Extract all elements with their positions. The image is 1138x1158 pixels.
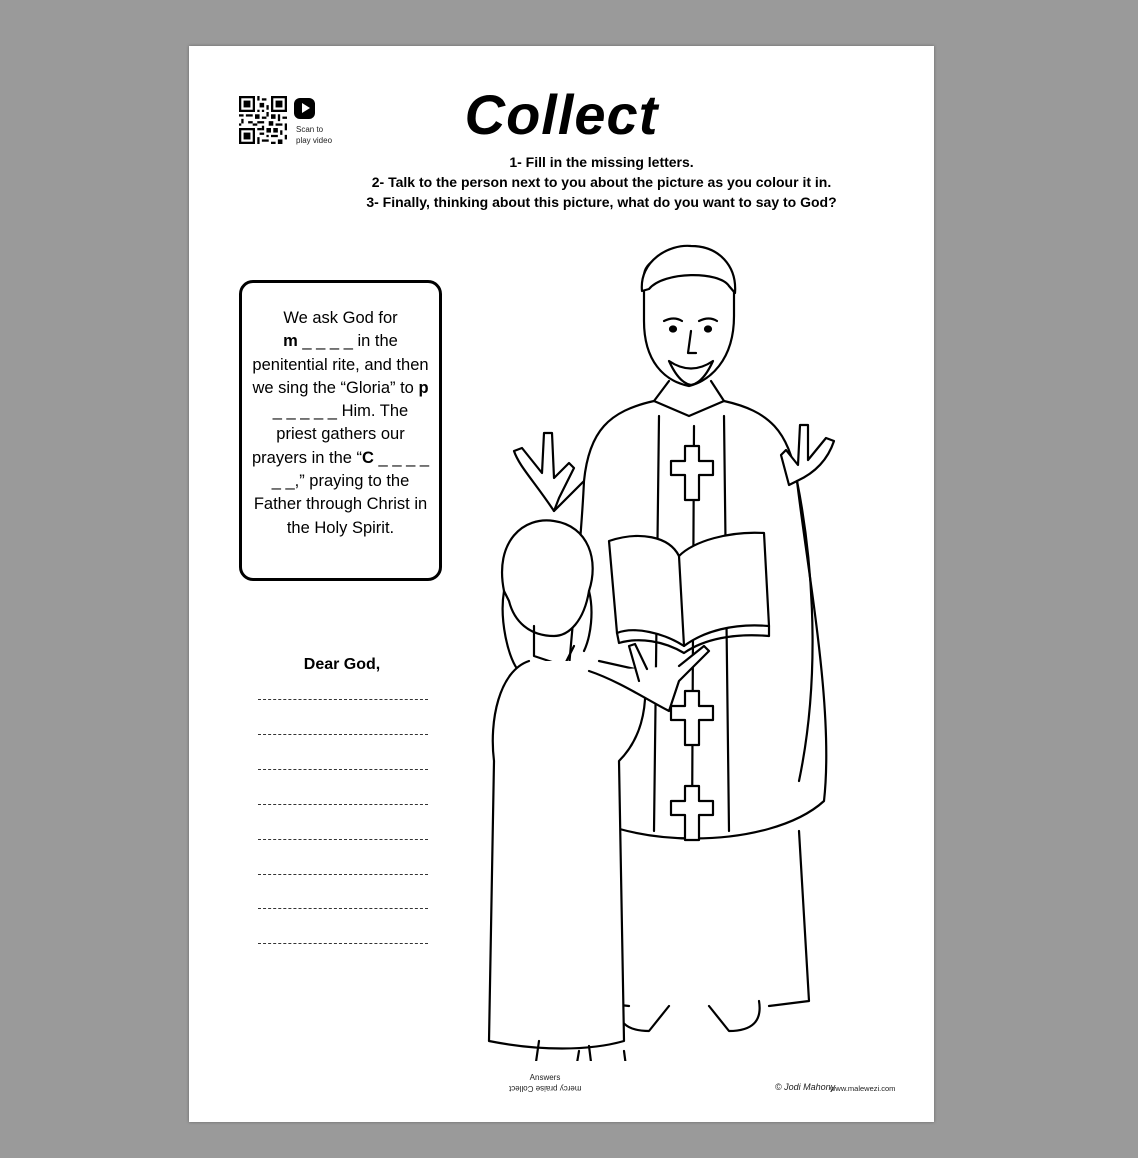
box-text: Him. The priest gathers our prayers in the “ (252, 402, 409, 467)
missing-letter-blanks[interactable]: _ _ _ _ _ _ (271, 448, 430, 491)
priest-and-altar-server-illustration (479, 241, 869, 1061)
missing-letter-blanks[interactable]: _ _ _ _ _ (272, 402, 337, 421)
worksheet-page (189, 46, 934, 1122)
instruction-item: 1- Fill in the missing letters. (509, 154, 694, 170)
page-title: Collect (464, 83, 659, 146)
missing-letter-hint: C (362, 448, 374, 467)
writing-line[interactable] (258, 769, 428, 770)
writing-line[interactable] (258, 734, 428, 735)
dear-god-greeting: Dear God, (303, 656, 381, 673)
fill-in-text-box (239, 280, 442, 581)
artist-signature: © Jodi Mahony (775, 1082, 836, 1092)
instruction-item: 2- Talk to the person next to you about the picture as you colour it in. (371, 174, 832, 190)
instructions-list (189, 152, 934, 212)
missing-letter-hint: m (283, 332, 298, 351)
writing-line[interactable] (258, 943, 428, 944)
scan-to-play-text: Scan to play video (296, 125, 333, 145)
answers-footer (485, 1073, 605, 1093)
answers-label: Answers (529, 1073, 561, 1082)
writing-line[interactable] (258, 804, 428, 805)
answers-upside-down: mercy praise Collect (508, 1084, 582, 1093)
box-text: We ask God for (283, 309, 398, 327)
writing-line[interactable] (258, 908, 428, 909)
box-text: ,” praying to the Father through Christ in the Holy Spirit. (253, 472, 428, 537)
box-text: in the penitential rite, and then we sing the “Gloria” to (252, 332, 429, 397)
writing-line[interactable] (258, 699, 428, 700)
writing-line[interactable] (258, 874, 428, 875)
missing-letter-hint: p (418, 378, 429, 397)
writing-line[interactable] (258, 839, 428, 840)
instruction-item: 3- Finally, thinking about this picture, what do you want to say to God? (366, 194, 837, 210)
website-url[interactable]: www.malewezi.com (830, 1084, 896, 1093)
missing-letter-blanks[interactable]: _ _ _ _ (297, 332, 353, 351)
